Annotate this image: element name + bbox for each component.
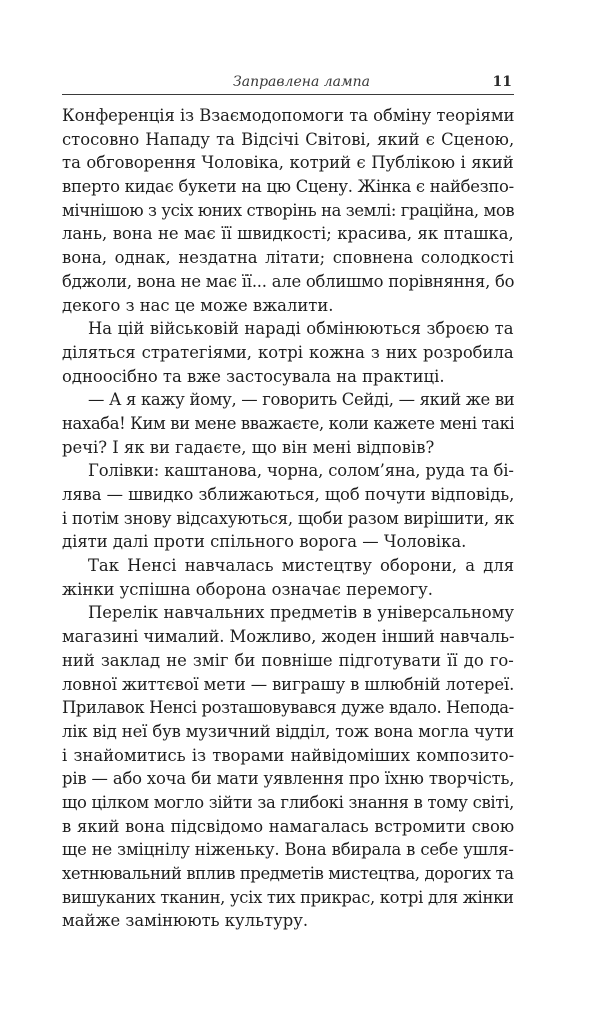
text-line: мічнішою з усіх юних створінь на землі: граційна, мов	[62, 200, 514, 220]
text-line: діяти далі проти спільного ворога — Чоловіка.	[62, 532, 467, 552]
text-line: нахаба! Ким ви мене вважаєте, коли кажете мені такі	[62, 413, 514, 433]
text-line: бджоли, вона не має її... але облишмо порівняння, бо	[62, 271, 514, 291]
text-line: рів — або хоча би мати уявлення про їхню творчість,	[62, 769, 514, 789]
text-line: в який вона підсвідомо намагалась встромити свою	[62, 816, 514, 836]
text-line: лік від неї був музичний відділ, тож вона могла чути	[62, 721, 514, 741]
text-line: Конференція із Взаємодопомоги та обміну теоріями	[62, 106, 514, 125]
running-title: Заправлена лампа	[233, 74, 370, 90]
text-line: і потім знову відсахуються, щоби разом вирішити, як	[62, 508, 514, 528]
text-line: та обговорення Чоловіка, котрий є Публікою і який	[62, 153, 514, 173]
text-line: Голівки: каштанова, чорна, солом’яна, руда та бі-	[88, 461, 514, 481]
text-line: і знайомитись із творами найвідоміших композито-	[62, 745, 514, 765]
text-line: вона, однак, нездатна літати; сповнена солодкості	[62, 248, 514, 268]
text-line: майже замінюють культуру.	[62, 911, 309, 931]
text-line: вперто кидає букети на цю Сцену. Жінка є найбезпо-	[62, 177, 514, 197]
text-line: вишуканих тканин, усіх тих прикрас, котрі для жінки	[62, 887, 514, 907]
text-line: стосовно Нападу та Відсічі Світові, який є Сценою,	[62, 129, 514, 149]
text-line: хетнювальний вплив предметів мистецтва, дорогих та	[62, 864, 514, 883]
text-line: одноосібно та вже застосувала на практиці.	[62, 366, 445, 386]
text-line: що цілком могло зійти за глибокі знання в тому світі,	[62, 792, 514, 812]
text-line: декого з нас це може вжалити.	[62, 295, 334, 315]
text-line: Так Ненсі навчалась мистецтву оборони, а для	[88, 556, 514, 576]
text-line: лява — швидко зближаються, щоб почути відповідь,	[62, 485, 514, 504]
text-line: ловної життєвої мети — виграшу в шлюбній лотереї.	[62, 674, 514, 694]
text-line: лань, вона не має її швидкості; красива, як пташка,	[62, 224, 514, 244]
text-line: Перелік навчальних предметів в універсальному	[88, 603, 514, 623]
text-line: речі? І як ви гадаєте, що він мені відповів?	[62, 437, 435, 457]
page-number: 11	[492, 74, 512, 90]
text-line: ний заклад не зміг би повніше підготувати її до го-	[62, 650, 514, 670]
text-line: діляться стратегіями, котрі кожна з них розробила	[62, 342, 514, 362]
text-line: На цій військовій нараді обмінюються зброєю та	[88, 319, 514, 339]
body-text	[62, 104, 514, 933]
text-line: жінки успішна оборона означає перемогу.	[62, 579, 434, 599]
text-line: магазині чималий. Можливо, жоден інший навчаль-	[62, 627, 514, 647]
text-line: Прилавок Ненсі розташовувався дуже вдало. Непода-	[62, 698, 514, 718]
text-line: ще не зміцнілу ніженьку. Вона вбирала в себе ушля-	[62, 840, 514, 860]
page-header	[62, 70, 514, 95]
book-page	[62, 70, 514, 933]
text-line: — А я кажу йому, — говорить Сейді, — який же ви	[88, 390, 514, 410]
